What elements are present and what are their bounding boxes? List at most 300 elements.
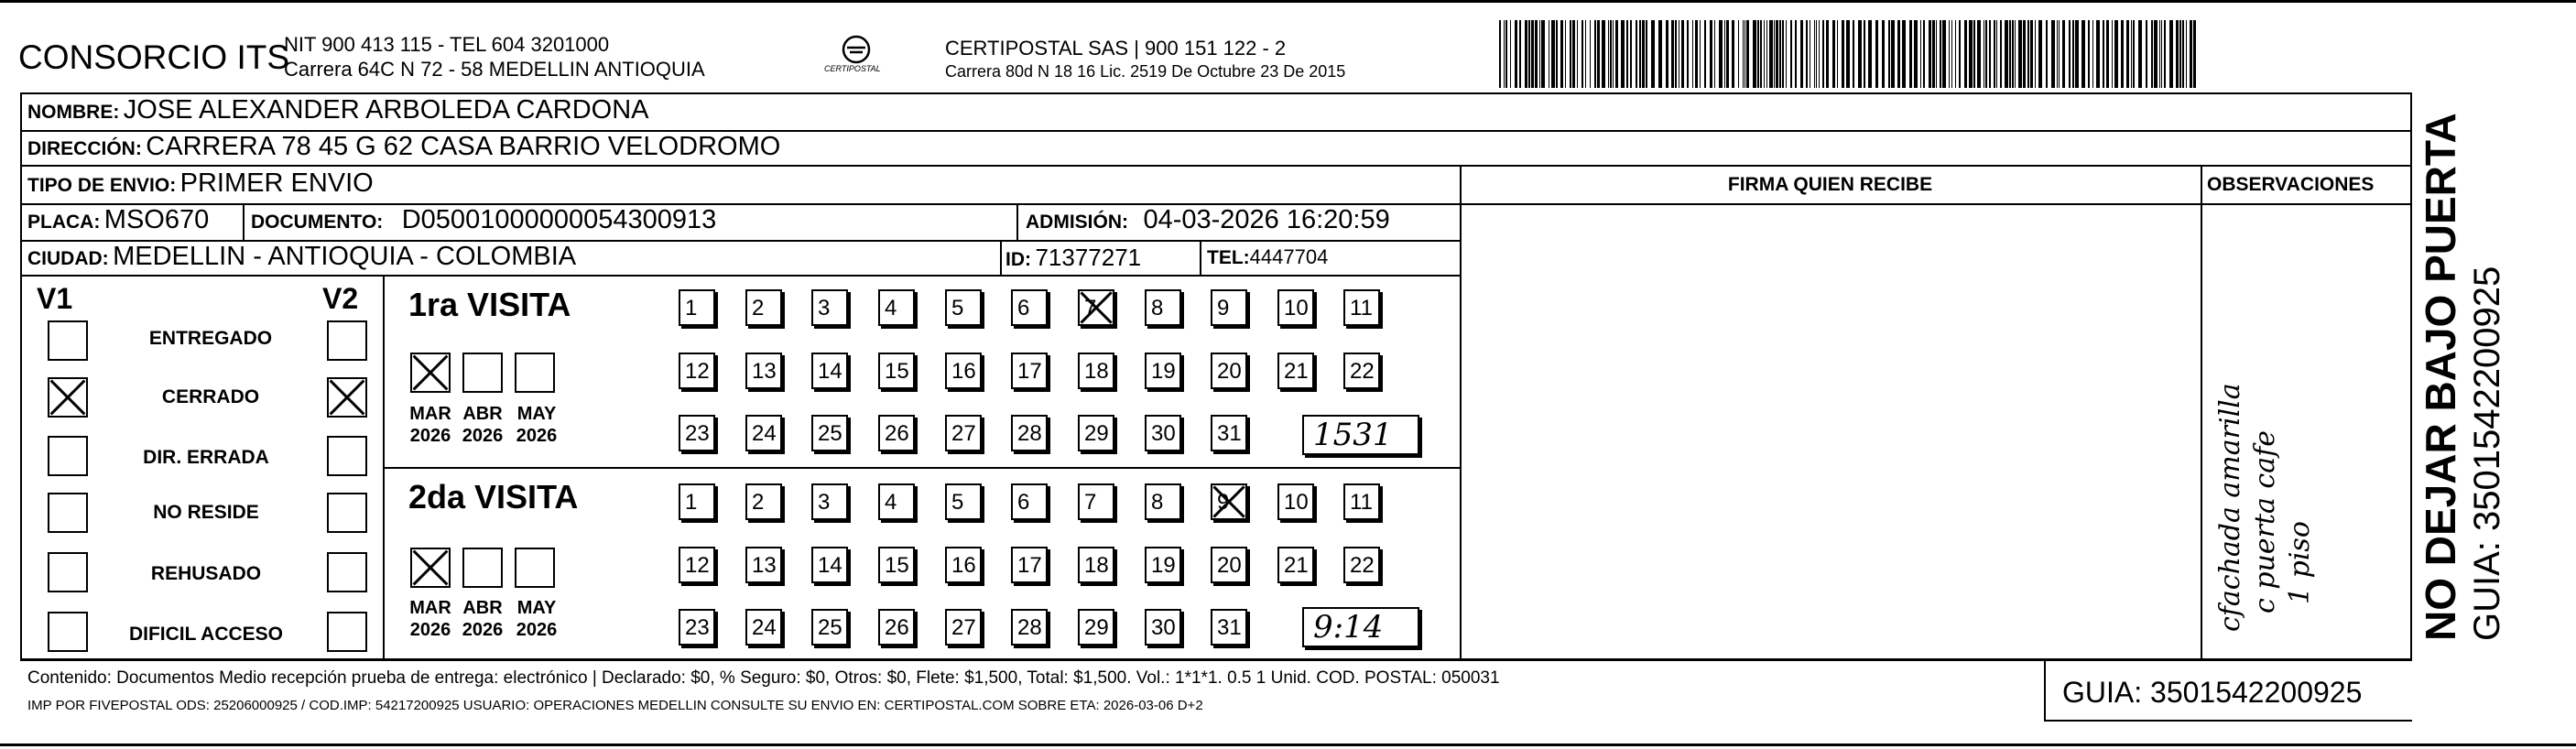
- rehusado-label: REHUSADO: [150, 563, 262, 584]
- barcode-bar: [1837, 20, 1838, 88]
- bottom-rule: [0, 744, 2576, 746]
- first-visit-day-1[interactable]: 1: [679, 289, 715, 326]
- first-visit-title: 1ra VISITA: [408, 286, 571, 323]
- barcode-bar: [1902, 20, 1906, 88]
- second-visit-day-21[interactable]: 21: [1277, 547, 1314, 583]
- v1-no-reside-checkbox[interactable]: [48, 493, 88, 533]
- tel-divider: [1200, 240, 1201, 275]
- barcode-bar: [1651, 20, 1655, 88]
- no-dejar-bajo-puerta: NO DEJAR BAJO PUERTA: [2417, 113, 2464, 641]
- direccion-field: [27, 132, 780, 162]
- barcode-bar: [1743, 20, 1744, 88]
- first-visit-month-abr: ABR 2026: [462, 404, 504, 446]
- barcode-bar: [2057, 20, 2058, 88]
- second-visit-day-23[interactable]: 23: [679, 609, 715, 646]
- barcode-bar: [1814, 20, 1815, 88]
- barcode-bar: [2121, 20, 2124, 88]
- second-visit-day-26[interactable]: 26: [878, 609, 915, 646]
- top-rule: [0, 0, 2576, 3]
- barcode-bar: [1882, 20, 1885, 88]
- barcode-bar: [1766, 20, 1767, 88]
- firma-header: FIRMA QUIEN RECIBE: [1727, 174, 1933, 195]
- barcode-bar: [1832, 20, 1835, 88]
- tipo-field: [27, 168, 374, 199]
- barcode-bar: [1724, 20, 1725, 88]
- placa-value: MSO670: [103, 205, 210, 234]
- first-visit-day-20[interactable]: 20: [1211, 353, 1247, 389]
- barcode-bar: [1842, 20, 1844, 88]
- dir-errada-label: DIR. ERRADA: [143, 447, 269, 468]
- observation-line-2: c puerta cafe: [2249, 430, 2281, 613]
- second-visit-day-17[interactable]: 17: [1011, 547, 1048, 583]
- documento-label: DOCUMENTO:: [251, 212, 384, 233]
- first-visit-day-31[interactable]: 31: [1211, 415, 1247, 451]
- barcode-bar: [1608, 20, 1609, 88]
- barcode-bar: [1613, 20, 1614, 88]
- barcode-bar: [1936, 20, 1937, 88]
- v2-entregado-checkbox[interactable]: [327, 320, 367, 361]
- barcode-bar: [1779, 20, 1781, 88]
- barcode-bar: [1806, 20, 1808, 88]
- firma-column-line: [1460, 165, 1462, 659]
- first-visit-may-checkbox[interactable]: [515, 353, 555, 393]
- barcode-bar: [1590, 20, 1591, 88]
- ciudad-value: MEDELLIN - ANTIOQUIA - COLOMBIA: [113, 242, 577, 271]
- entregado-label: ENTREGADO: [148, 328, 273, 349]
- v1-dir-errada-checkbox[interactable]: [48, 436, 88, 476]
- barcode-bar: [1746, 20, 1749, 88]
- barcode-bar: [1551, 20, 1555, 88]
- direccion-label: DIRECCIÓN:: [27, 138, 142, 159]
- second-visit-day-6[interactable]: 6: [1011, 483, 1048, 520]
- first-visit-day-4[interactable]: 4: [878, 289, 915, 326]
- barcode-bar: [2126, 20, 2129, 88]
- v2-dificil-acceso-checkbox[interactable]: [327, 612, 367, 652]
- second-visit-month-may: MAY 2026: [516, 598, 558, 640]
- dificil-acceso-label: DIFICIL ACCESO: [128, 624, 283, 645]
- cerrado-label: CERRADO: [161, 386, 260, 407]
- first-visit-day-14[interactable]: 14: [811, 353, 848, 389]
- barcode-bar: [2092, 20, 2093, 88]
- barcode-bar: [1774, 20, 1775, 88]
- first-visit-day-25[interactable]: 25: [811, 415, 848, 451]
- barcode-bar: [1541, 20, 1545, 88]
- barcode-bar: [1826, 20, 1829, 88]
- barcode-bar: [1602, 20, 1605, 88]
- first-visit-day-13[interactable]: 13: [745, 353, 782, 389]
- barcode-bar: [1585, 20, 1586, 88]
- barcode-bar: [1897, 20, 1900, 88]
- tipo-value: PRIMER ENVIO: [179, 168, 374, 198]
- barcode-bar: [2027, 20, 2029, 88]
- row-line: [20, 165, 2412, 167]
- barcode-bar: [1732, 20, 1734, 88]
- side-guia: GUIA: 3501542200925: [2467, 266, 2507, 641]
- barcode-bar: [1846, 20, 1850, 88]
- barcode-bar: [1528, 20, 1530, 88]
- observaciones-header: OBSERVACIONES: [2207, 174, 2375, 195]
- second-visit-day-10[interactable]: 10: [1277, 483, 1314, 520]
- barcode-bar: [2062, 20, 2065, 88]
- tel-field: [1207, 245, 1328, 269]
- barcode-bar: [1671, 20, 1674, 88]
- barcode-bar: [1719, 20, 1723, 88]
- barcode-bar: [1949, 20, 1950, 88]
- second-visit-day-19[interactable]: 19: [1145, 547, 1181, 583]
- first-visit-month-mar: MAR 2026: [409, 404, 451, 446]
- second-visit-day-4[interactable]: 4: [878, 483, 915, 520]
- second-visit-day-24[interactable]: 24: [745, 609, 782, 646]
- barcode-bar: [2106, 20, 2109, 88]
- barcode-bar: [1790, 20, 1792, 88]
- barcode-bar: [2159, 20, 2160, 88]
- nombre-field: [27, 95, 649, 125]
- barcode-bar: [2069, 20, 2071, 88]
- first-visit-day-15[interactable]: 15: [878, 353, 915, 389]
- barcode-bar: [1504, 20, 1505, 88]
- second-visit-day-15[interactable]: 15: [878, 547, 915, 583]
- barcode-bar: [1923, 20, 1925, 88]
- footer-guia-divider: [2044, 659, 2046, 720]
- barcode-bar: [2190, 20, 2192, 88]
- barcode-bar: [1738, 20, 1739, 88]
- placa-label: PLACA:: [27, 212, 101, 233]
- first-visit-day-11[interactable]: 11: [1343, 289, 1380, 326]
- barcode-bar: [1994, 20, 1995, 88]
- tel-label: TEL:: [1207, 247, 1250, 268]
- barcode-bar: [1769, 20, 1773, 88]
- footer-guia: GUIA: 3501542200925: [2062, 676, 2363, 709]
- obs-column-line: [2201, 165, 2202, 659]
- first-visit-month-may: MAY 2026: [516, 404, 558, 446]
- barcode-bar: [1819, 20, 1820, 88]
- second-visit-day-30[interactable]: 30: [1145, 609, 1181, 646]
- barcode-bar: [1757, 20, 1759, 88]
- barcode-bar: [2035, 20, 2036, 88]
- barcode-bar: [2154, 20, 2158, 88]
- barcode-bar: [1964, 20, 1967, 88]
- second-visit-day-13[interactable]: 13: [745, 547, 782, 583]
- second-visit-day-25[interactable]: 25: [811, 609, 848, 646]
- barcode-bar: [1642, 20, 1645, 88]
- barcode-bar: [1636, 20, 1637, 88]
- barcode-bar: [2051, 20, 2055, 88]
- barcode-bar: [2030, 20, 2033, 88]
- barcode-bar: [1891, 20, 1895, 88]
- second-visit-day-14[interactable]: 14: [811, 547, 848, 583]
- placa-field: [27, 205, 209, 235]
- barcode-bar: [1875, 20, 1878, 88]
- second-visit-month-abr: ABR 2026: [462, 598, 504, 640]
- v2-dir-errada-checkbox[interactable]: [327, 436, 367, 476]
- second-visit-day-1[interactable]: 1: [679, 483, 715, 520]
- first-visit-day-6[interactable]: 6: [1011, 289, 1048, 326]
- first-visit-day-2[interactable]: 2: [745, 289, 782, 326]
- barcode-bar: [1959, 20, 1961, 88]
- id-divider: [1000, 240, 1002, 275]
- ciudad-field: [27, 242, 576, 272]
- second-visit-day-12[interactable]: 12: [679, 547, 715, 583]
- footer-imp-line: IMP POR FIVEPOSTAL ODS: 25206000925 / COD.IMP: 54217200925 USUARIO: OPERACIONES MEDELLIN CONSULTE SU ENVIO EN: CERTIPOSTAL.COM SOBRE ETA: 2026-03-06 D+2: [27, 698, 1203, 713]
- barcode-bar: [1570, 20, 1571, 88]
- first-visit-abr-checkbox[interactable]: [462, 353, 503, 393]
- barcode-bar: [2075, 20, 2079, 88]
- barcode-bar: [1753, 20, 1756, 88]
- tel-value: 4447704: [1249, 245, 1329, 268]
- barcode-bar: [2112, 20, 2113, 88]
- barcode-bar: [1519, 20, 1521, 88]
- barcode-bar: [2169, 20, 2173, 88]
- barcode-bar: [1714, 20, 1715, 88]
- second-visit-abr-checkbox[interactable]: [462, 548, 503, 588]
- admision-field: [1026, 205, 1390, 235]
- barcode-bar: [1760, 20, 1762, 88]
- second-visit-title: 2da VISITA: [408, 478, 579, 516]
- barcode-bar: [1704, 20, 1706, 88]
- barcode-bar: [1710, 20, 1712, 88]
- barcode-bar: [1515, 20, 1517, 88]
- barcode-bar: [1505, 20, 1507, 88]
- barcode-bar: [1597, 20, 1600, 88]
- second-visit-day-28[interactable]: 28: [1011, 609, 1048, 646]
- first-visit-day-10[interactable]: 10: [1277, 289, 1314, 326]
- v1-entregado-checkbox[interactable]: [48, 320, 88, 361]
- first-visit-mar-checkbox[interactable]: [410, 353, 451, 393]
- barcode-bar: [1800, 20, 1803, 88]
- barcode-bar: [1969, 20, 1973, 88]
- footer-content-line: Contenido: Documentos Medio recepción prueba de entrega: electrónico | Declarado: $0, % Seguro: $0, Otros: $0, Flete: $1,500, Total: $1,500. Vol.: 1*1*1. 0.5 1 Unid. COD. POSTAL: 050031: [27, 668, 1500, 688]
- first-visit-day-23[interactable]: 23: [679, 415, 715, 451]
- admision-value: 04-03-2026 16:20:59: [1143, 205, 1390, 234]
- first-visit-day-24[interactable]: 24: [745, 415, 782, 451]
- barcode-bar: [1776, 20, 1778, 88]
- obs-header-line: [2201, 203, 2412, 205]
- barcode-bar: [1985, 20, 1987, 88]
- first-visit-day-12[interactable]: 12: [679, 353, 715, 389]
- barcode-bar: [1932, 20, 1935, 88]
- logo-text: CERTIPOSTAL: [824, 64, 881, 73]
- v2-no-reside-checkbox[interactable]: [327, 493, 367, 533]
- barcode-bar: [2072, 20, 2074, 88]
- handwritten-observation: [2214, 256, 2324, 641]
- first-visit-day-29[interactable]: 29: [1078, 415, 1114, 451]
- barcode-bar: [1535, 20, 1538, 88]
- barcode-bar: [1929, 20, 1931, 88]
- id-field: [1005, 244, 1141, 272]
- barcode-bar: [2081, 20, 2085, 88]
- barcode-bar: [1646, 20, 1647, 88]
- barcode-bar: [1700, 20, 1701, 88]
- first-visit-day-18[interactable]: 18: [1078, 353, 1114, 389]
- direccion-value: CARRERA 78 45 G 62 CASA BARRIO VELODROMO: [146, 132, 781, 161]
- barcode-bar: [1853, 20, 1854, 88]
- admision-divider: [1016, 203, 1018, 240]
- barcode-bar: [1940, 20, 1941, 88]
- barcode-bar: [1782, 20, 1784, 88]
- id-value: 71377271: [1035, 244, 1142, 271]
- barcode-bar: [2146, 20, 2147, 88]
- first-visit-time-box[interactable]: 1531: [1302, 415, 1419, 455]
- barcode-bar: [1572, 20, 1575, 88]
- barcode-bar: [2164, 20, 2166, 88]
- barcode-bar: [1726, 20, 1729, 88]
- second-visit-day-8[interactable]: 8: [1145, 483, 1181, 520]
- first-visit-day-27[interactable]: 27: [945, 415, 982, 451]
- barcode-bar: [1499, 20, 1501, 88]
- second-visit-day-29[interactable]: 29: [1078, 609, 1114, 646]
- v1-dificil-acceso-checkbox[interactable]: [48, 612, 88, 652]
- barcode-bar: [2023, 20, 2026, 88]
- barcode-bar: [1594, 20, 1596, 88]
- placa-divider: [243, 203, 245, 240]
- observation-line-3: 1 piso: [2284, 521, 2316, 604]
- second-visit-day-22[interactable]: 22: [1343, 547, 1380, 583]
- barcode-bar: [2103, 20, 2104, 88]
- barcode-bar: [1868, 20, 1872, 88]
- barcode-bar: [2186, 20, 2187, 88]
- barcode-bar: [1610, 20, 1612, 88]
- barcode-bar: [1687, 20, 1689, 88]
- barcode-bar: [1556, 20, 1558, 88]
- v1-rehusado-checkbox[interactable]: [48, 552, 88, 592]
- barcode-bar: [1615, 20, 1618, 88]
- barcode-bar: [1973, 20, 1975, 88]
- barcode-bar: [1920, 20, 1921, 88]
- no-reside-label: NO RESIDE: [153, 502, 259, 523]
- row-line: [20, 659, 2412, 661]
- v2-rehusado-checkbox[interactable]: [327, 552, 367, 592]
- second-visit-day-2[interactable]: 2: [745, 483, 782, 520]
- first-visit-day-21[interactable]: 21: [1277, 353, 1314, 389]
- first-visit-day-19[interactable]: 19: [1145, 353, 1181, 389]
- second-visit-day-3[interactable]: 3: [811, 483, 848, 520]
- second-visit-may-checkbox[interactable]: [515, 548, 555, 588]
- barcode-bar: [1989, 20, 1991, 88]
- barcode-bar: [1942, 20, 1946, 88]
- barcode-bar: [2151, 20, 2153, 88]
- first-visit-day-8[interactable]: 8: [1145, 289, 1181, 326]
- row-line: [20, 275, 1460, 277]
- barcode-bar: [1560, 20, 1563, 88]
- second-visit-day-31[interactable]: 31: [1211, 609, 1247, 646]
- barcode-bar: [1630, 20, 1632, 88]
- barcode-bar: [1888, 20, 1890, 88]
- barcode-bar: [2096, 20, 2100, 88]
- first-visit-day-16[interactable]: 16: [945, 353, 982, 389]
- barcode-bar: [1525, 20, 1527, 88]
- documento-field: [251, 205, 716, 235]
- company-address: Carrera 64C N 72 - 58 MEDELLIN ANTIOQUIA: [284, 58, 705, 81]
- barcode-bar: [2138, 20, 2142, 88]
- side-notice: [2414, 110, 2570, 641]
- barcode-bar: [2038, 20, 2042, 88]
- first-visit-day-5[interactable]: 5: [945, 289, 982, 326]
- first-visit-day-3[interactable]: 3: [811, 289, 848, 326]
- certipostal-line1: CERTIPOSTAL SAS | 900 151 122 - 2: [945, 37, 1287, 60]
- first-visit-day-28[interactable]: 28: [1011, 415, 1048, 451]
- visit-divider: [383, 467, 1460, 469]
- v1-label: V1: [37, 282, 73, 315]
- second-visit-month-mar: MAR 2026: [409, 598, 451, 640]
- v1-cerrado-checkbox[interactable]: [48, 377, 88, 418]
- documento-value: D05001000000054300913: [401, 205, 717, 234]
- barcode-bar: [2000, 20, 2002, 88]
- barcode-bar: [1955, 20, 1956, 88]
- barcode-bar: [1996, 20, 1997, 88]
- second-visit-day-16[interactable]: 16: [945, 547, 982, 583]
- barcode-bar: [1692, 20, 1693, 88]
- first-visit-day-22[interactable]: 22: [1343, 353, 1380, 389]
- first-visit-day-7[interactable]: 7: [1078, 289, 1114, 326]
- barcode-bar: [2009, 20, 2011, 88]
- barcode-bar: [1977, 20, 1981, 88]
- barcode-bar: [1858, 20, 1862, 88]
- barcode-bar: [2114, 20, 2118, 88]
- barcode-bar: [1666, 20, 1668, 88]
- barcode-bar: [1795, 20, 1797, 88]
- second-visit-day-5[interactable]: 5: [945, 483, 982, 520]
- second-visit-mar-checkbox[interactable]: [410, 548, 451, 588]
- barcode-bar: [2161, 20, 2162, 88]
- barcode-bar: [1581, 20, 1583, 88]
- barcode: [1499, 20, 2197, 88]
- barcode-bar: [2176, 20, 2179, 88]
- footer-guia-bottom: [2044, 720, 2412, 722]
- barcode-bar: [1914, 20, 1918, 88]
- barcode-bar: [1951, 20, 1952, 88]
- barcode-bar: [1764, 20, 1765, 88]
- barcode-bar: [1786, 20, 1787, 88]
- barcode-bar: [1695, 20, 1698, 88]
- barcode-bar: [2018, 20, 2022, 88]
- second-visit-time-box[interactable]: 9:14: [1302, 607, 1419, 647]
- barcode-bar: [1639, 20, 1641, 88]
- second-visit-day-20[interactable]: 20: [1211, 547, 1247, 583]
- barcode-bar: [1510, 20, 1511, 88]
- first-visit-day-30[interactable]: 30: [1145, 415, 1181, 451]
- barcode-bar: [1565, 20, 1566, 88]
- second-visit-day-11[interactable]: 11: [1343, 483, 1380, 520]
- barcode-bar: [1621, 20, 1625, 88]
- barcode-bar: [2133, 20, 2135, 88]
- observation-line-1: cfachada amarilla: [2214, 383, 2246, 632]
- first-visit-day-9[interactable]: 9: [1211, 289, 1247, 326]
- first-visit-day-17[interactable]: 17: [1011, 353, 1048, 389]
- barcode-bar: [2005, 20, 2008, 88]
- nit-line: NIT 900 413 115 - TEL 604 3201000: [284, 33, 610, 56]
- second-visit-day-27[interactable]: 27: [945, 609, 982, 646]
- company-name: CONSORCIO ITS: [18, 38, 290, 76]
- barcode-bar: [1816, 20, 1817, 88]
- barcode-bar: [2179, 20, 2181, 88]
- v2-cerrado-checkbox[interactable]: [327, 377, 367, 418]
- nombre-value: JOSE ALEXANDER ARBOLEDA CARDONA: [123, 95, 649, 125]
- barcode-bar: [1577, 20, 1578, 88]
- barcode-bar: [2088, 20, 2090, 88]
- barcode-bar: [2015, 20, 2016, 88]
- second-visit-day-7[interactable]: 7: [1078, 483, 1114, 520]
- barcode-bar: [1681, 20, 1684, 88]
- barcode-bar: [1909, 20, 1912, 88]
- barcode-bar: [2182, 20, 2184, 88]
- barcode-bar: [2012, 20, 2014, 88]
- certipostal-line2: Carrera 80d N 18 16 Lic. 2519 De Octubre 23 De 2015: [945, 62, 1346, 81]
- admision-label: ADMISIÓN:: [1026, 212, 1128, 233]
- second-visit-day-9[interactable]: 9: [1211, 483, 1247, 520]
- first-visit-day-26[interactable]: 26: [878, 415, 915, 451]
- second-visit-day-18[interactable]: 18: [1078, 547, 1114, 583]
- barcode-bar: [2046, 20, 2048, 88]
